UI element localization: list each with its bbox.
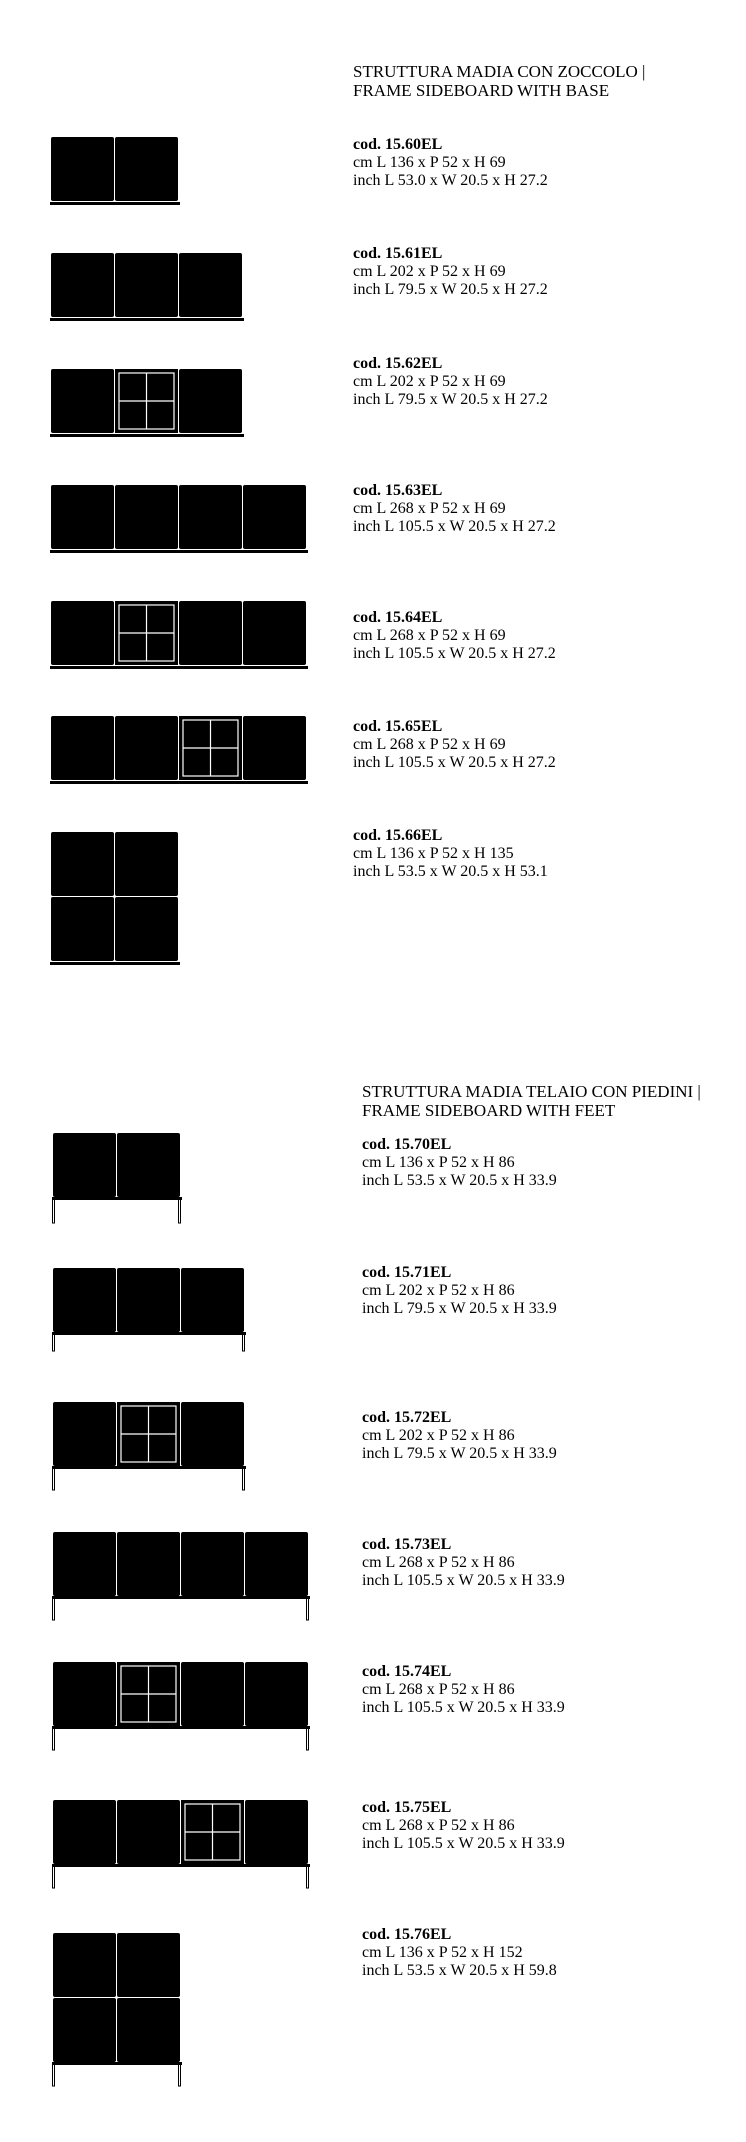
frame-rail bbox=[52, 1466, 246, 1469]
sideboard-drawing bbox=[52, 1268, 246, 1352]
product-spec bbox=[353, 827, 548, 881]
dimensions-inch: inch L 53.5 x W 20.5 x H 59.8 bbox=[362, 1962, 557, 1979]
foot-right bbox=[179, 1199, 181, 1223]
product-code: cod. 15.64EL bbox=[353, 609, 443, 626]
dimensions-inch: inch L 105.5 x W 20.5 x H 27.2 bbox=[353, 754, 556, 771]
door-panel bbox=[245, 1662, 308, 1726]
dimensions-inch: inch L 53.5 x W 20.5 x H 33.9 bbox=[362, 1172, 557, 1189]
sideboard-drawing bbox=[50, 253, 244, 325]
dimensions-cm: cm L 268 x P 52 x H 86 bbox=[362, 1554, 515, 1571]
sideboard-drawing bbox=[50, 485, 308, 557]
door-panel bbox=[243, 716, 306, 780]
product-code: cod. 15.66EL bbox=[353, 827, 443, 844]
door-panel bbox=[117, 1532, 180, 1596]
door-panel bbox=[179, 485, 242, 549]
foot-right bbox=[243, 1334, 245, 1351]
sideboard-drawing bbox=[52, 1532, 310, 1621]
foot-left bbox=[53, 2064, 55, 2086]
dimensions-inch: inch L 105.5 x W 20.5 x H 33.9 bbox=[362, 1699, 565, 1716]
door-panel bbox=[53, 1532, 116, 1596]
dimensions-inch: inch L 105.5 x W 20.5 x H 33.9 bbox=[362, 1835, 565, 1852]
dimensions-inch: inch L 53.5 x W 20.5 x H 53.1 bbox=[353, 863, 548, 880]
section-title-line2: FRAME SIDEBOARD WITH BASE bbox=[353, 81, 610, 100]
sideboard-drawing bbox=[52, 1662, 310, 1751]
product-spec bbox=[353, 136, 548, 190]
open-compartment bbox=[117, 1402, 180, 1466]
dimensions-cm: cm L 202 x P 52 x H 86 bbox=[362, 1282, 515, 1299]
sideboard-svg bbox=[50, 601, 308, 673]
product-code: cod. 15.74EL bbox=[362, 1663, 452, 1680]
product-code: cod. 15.75EL bbox=[362, 1799, 452, 1816]
door-panel bbox=[181, 1268, 244, 1332]
door-panel bbox=[117, 1268, 180, 1332]
dimensions-cm: cm L 202 x P 52 x H 69 bbox=[353, 263, 506, 280]
door-panel bbox=[245, 1532, 308, 1596]
door-panel bbox=[179, 369, 242, 433]
foot-right bbox=[307, 1866, 309, 1888]
product-spec bbox=[353, 609, 556, 663]
foot-right bbox=[243, 1468, 245, 1490]
sideboard-svg bbox=[50, 832, 180, 969]
door-panel bbox=[51, 369, 114, 433]
door-panel bbox=[117, 1998, 180, 2062]
open-compartment bbox=[115, 369, 178, 433]
foot-right bbox=[307, 1728, 309, 1750]
base-plinth bbox=[50, 666, 308, 669]
product-spec bbox=[353, 482, 556, 536]
product-spec bbox=[362, 1536, 565, 1590]
sideboard-drawing bbox=[52, 1933, 182, 2087]
door-panel bbox=[53, 1933, 116, 1997]
dimensions-cm: cm L 268 x P 52 x H 86 bbox=[362, 1817, 515, 1834]
product-spec bbox=[362, 1799, 565, 1853]
base-plinth bbox=[50, 318, 244, 321]
product-code: cod. 15.73EL bbox=[362, 1536, 452, 1553]
dimensions-cm: cm L 136 x P 52 x H 135 bbox=[353, 845, 514, 862]
sideboard-drawing bbox=[50, 601, 308, 673]
door-panel bbox=[117, 1133, 180, 1197]
sideboard-svg bbox=[50, 716, 308, 788]
product-code: cod. 15.72EL bbox=[362, 1409, 452, 1426]
door-panel bbox=[51, 832, 114, 896]
dimensions-inch: inch L 105.5 x W 20.5 x H 27.2 bbox=[353, 645, 556, 662]
door-panel bbox=[51, 137, 114, 201]
door-panel bbox=[181, 1402, 244, 1466]
sideboard-svg bbox=[52, 1268, 246, 1352]
section-title-line1: STRUTTURA MADIA TELAIO CON PIEDINI | bbox=[362, 1082, 701, 1101]
foot-right bbox=[179, 2064, 181, 2086]
product-spec bbox=[353, 245, 548, 299]
section-title-line1: STRUTTURA MADIA CON ZOCCOLO | bbox=[353, 62, 646, 81]
door-panel bbox=[115, 897, 178, 961]
door-panel bbox=[51, 253, 114, 317]
frame-rail bbox=[52, 1596, 310, 1599]
door-panel bbox=[243, 601, 306, 665]
product-code: cod. 15.65EL bbox=[353, 718, 443, 735]
base-plinth bbox=[50, 202, 180, 205]
door-panel bbox=[243, 485, 306, 549]
product-code: cod. 15.63EL bbox=[353, 482, 443, 499]
door-panel bbox=[115, 716, 178, 780]
dimensions-cm: cm L 202 x P 52 x H 86 bbox=[362, 1427, 515, 1444]
frame-rail bbox=[52, 1332, 246, 1335]
door-panel bbox=[51, 601, 114, 665]
door-panel bbox=[51, 716, 114, 780]
product-code: cod. 15.60EL bbox=[353, 136, 443, 153]
frame-rail bbox=[52, 2062, 182, 2065]
sideboard-svg bbox=[52, 1532, 310, 1621]
foot-left bbox=[53, 1468, 55, 1490]
sideboard-svg bbox=[52, 1800, 310, 1889]
frame-rail bbox=[52, 1197, 182, 1200]
base-plinth bbox=[50, 434, 244, 437]
foot-left bbox=[53, 1598, 55, 1620]
door-panel bbox=[115, 253, 178, 317]
foot-left bbox=[53, 1728, 55, 1750]
foot-left bbox=[53, 1334, 55, 1351]
dimensions-cm: cm L 136 x P 52 x H 69 bbox=[353, 154, 506, 171]
door-panel bbox=[117, 1800, 180, 1864]
door-panel bbox=[115, 832, 178, 896]
open-compartment bbox=[115, 601, 178, 665]
door-panel bbox=[179, 253, 242, 317]
door-panel bbox=[53, 1998, 116, 2062]
door-panel bbox=[53, 1268, 116, 1332]
sideboard-drawing bbox=[52, 1402, 246, 1491]
door-panel bbox=[117, 1933, 180, 1997]
frame-rail bbox=[52, 1864, 310, 1867]
product-spec bbox=[362, 1409, 557, 1463]
product-spec bbox=[362, 1264, 557, 1318]
product-spec bbox=[362, 1926, 557, 1980]
sideboard-svg bbox=[52, 1933, 182, 2087]
open-compartment bbox=[181, 1800, 244, 1864]
product-code: cod. 15.71EL bbox=[362, 1264, 452, 1281]
sideboard-svg bbox=[50, 369, 244, 441]
dimensions-inch: inch L 79.5 x W 20.5 x H 27.2 bbox=[353, 391, 548, 408]
door-panel bbox=[53, 1662, 116, 1726]
frame-rail bbox=[52, 1726, 310, 1729]
dimensions-inch: inch L 79.5 x W 20.5 x H 33.9 bbox=[362, 1300, 557, 1317]
dimensions-cm: cm L 136 x P 52 x H 86 bbox=[362, 1154, 515, 1171]
door-panel bbox=[53, 1800, 116, 1864]
product-spec bbox=[353, 355, 548, 409]
dimensions-inch: inch L 105.5 x W 20.5 x H 27.2 bbox=[353, 518, 556, 535]
sideboard-drawing bbox=[50, 137, 180, 209]
door-panel bbox=[53, 1402, 116, 1466]
sideboard-svg bbox=[52, 1133, 182, 1224]
door-panel bbox=[51, 485, 114, 549]
dimensions-cm: cm L 268 x P 52 x H 69 bbox=[353, 500, 506, 517]
product-code: cod. 15.70EL bbox=[362, 1136, 452, 1153]
foot-right bbox=[307, 1598, 309, 1620]
sideboard-drawing bbox=[52, 1800, 310, 1889]
door-panel bbox=[115, 137, 178, 201]
base-plinth bbox=[50, 550, 308, 553]
product-code: cod. 15.61EL bbox=[353, 245, 443, 262]
door-panel bbox=[179, 601, 242, 665]
product-code: cod. 15.62EL bbox=[353, 355, 443, 372]
section-title-base bbox=[353, 62, 645, 100]
sideboard-svg bbox=[52, 1662, 310, 1751]
section-title-feet bbox=[362, 1082, 701, 1120]
dimensions-cm: cm L 268 x P 52 x H 86 bbox=[362, 1681, 515, 1698]
product-code: cod. 15.76EL bbox=[362, 1926, 452, 1943]
base-plinth bbox=[50, 781, 308, 784]
door-panel bbox=[51, 897, 114, 961]
product-spec bbox=[362, 1663, 565, 1717]
base-plinth bbox=[50, 962, 180, 965]
sideboard-drawing bbox=[50, 369, 244, 441]
dimensions-cm: cm L 202 x P 52 x H 69 bbox=[353, 373, 506, 390]
section-title-line2: FRAME SIDEBOARD WITH FEET bbox=[362, 1101, 616, 1120]
door-panel bbox=[181, 1662, 244, 1726]
dimensions-cm: cm L 136 x P 52 x H 152 bbox=[362, 1944, 523, 1961]
dimensions-inch: inch L 105.5 x W 20.5 x H 33.9 bbox=[362, 1572, 565, 1589]
sideboard-svg bbox=[52, 1402, 246, 1491]
open-compartment bbox=[179, 716, 242, 780]
sideboard-drawing bbox=[52, 1133, 182, 1224]
door-panel bbox=[181, 1532, 244, 1596]
sideboard-drawing bbox=[50, 716, 308, 788]
dimensions-cm: cm L 268 x P 52 x H 69 bbox=[353, 627, 506, 644]
product-spec bbox=[362, 1136, 557, 1190]
door-panel bbox=[115, 485, 178, 549]
sideboard-svg bbox=[50, 485, 308, 557]
dimensions-cm: cm L 268 x P 52 x H 69 bbox=[353, 736, 506, 753]
open-compartment bbox=[117, 1662, 180, 1726]
dimensions-inch: inch L 79.5 x W 20.5 x H 27.2 bbox=[353, 281, 548, 298]
sideboard-drawing bbox=[50, 832, 180, 969]
foot-left bbox=[53, 1199, 55, 1223]
sideboard-svg bbox=[50, 253, 244, 325]
foot-left bbox=[53, 1866, 55, 1888]
product-spec bbox=[353, 718, 556, 772]
dimensions-inch: inch L 53.0 x W 20.5 x H 27.2 bbox=[353, 172, 548, 189]
sideboard-svg bbox=[50, 137, 180, 209]
door-panel bbox=[245, 1800, 308, 1864]
dimensions-inch: inch L 79.5 x W 20.5 x H 33.9 bbox=[362, 1445, 557, 1462]
door-panel bbox=[53, 1133, 116, 1197]
